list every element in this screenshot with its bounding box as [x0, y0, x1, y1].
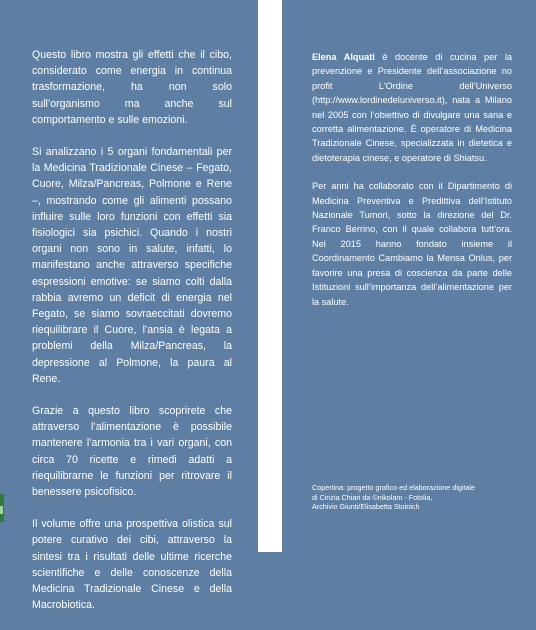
- author-name: Elena Alquati: [312, 52, 375, 62]
- back-flap-right: [282, 0, 536, 552]
- book-description: [32, 47, 232, 630]
- credits-line-1: Copertina: progetto grafico ed elaborazione digitale: [312, 483, 476, 492]
- spine-divider: [258, 0, 282, 552]
- edge-color-mark-highlight: [0, 506, 3, 514]
- description-paragraph-1: Questo libro mostra gli effetti che il cibo, considerato come energia in continua trasformazione, ha non solo sull’organismo ma anche sul comportamento e sulle emozioni.: [32, 49, 232, 126]
- author-bio-paragraph-1: [312, 50, 512, 165]
- author-bio-text: è docente di cucina per la prevenzione e Presidente dell’associazione no profit L’Ordine dell’Universo (http://www.lordinedeluniverso.it), nata a Milano nel 2005 con l’obiettivo di divulgare una sana e corretta alimentazione. È operatore di Medicina Tradizionale Cinese, specializzata in dietetica e dietoterapia cinese, e operatore di Shiatsu.: [312, 52, 512, 163]
- author-bio: [312, 50, 512, 323]
- author-bio-paragraph-2: Per anni ha collaborato con il Dipartimento di Medicina Preventiva e Predittiva dell’Istituto Nazionale Tumori, sotto la direzione del Dr. Franco Berrino, con il quale collabora tutt’ora. Nel 2015 hanno fondato insieme il Coordinamento Cambiamo la Mensa Onlus, per favorire una presa di coscienza da parte delle Istituzioni sull’importanza dell’alimentazione per la salute.: [312, 181, 512, 307]
- description-paragraph-3: Grazie a questo libro scoprirete che attraverso l’alimentazione è possibile mantenere l’armonia tra i vari organi, con circa 70 ricette e rimedi adatti a riequilibrarne le funzioni per ritrovare il benessere psicofisico.: [32, 405, 232, 499]
- back-flap-left: [0, 0, 258, 612]
- credits-line-2: di Cinzia Chiari da ©nikolam - Fotolia,: [312, 492, 433, 502]
- cover-credits: [312, 483, 512, 512]
- description-paragraph-2: Si analizzano i 5 organi fondamentali per la Medicina Tradizionale Cinese – Fegato, Cuore, Milza/Pancreas, Polmone e Rene –, mostrando come gli alimenti possano influire sulle loro funzioni con effetti sia fisiologici sia psichici. Quando i nostri organi non sono in salute, infatti, lo manifestano anche attraverso specifiche espressioni emotive: se siamo colti dalla rabbia avremo un deficit di energia nel Fegato, se siamo sovraeccitati dovremo riequilibrare il Cuore, l’ansia è legata a problemi della Milza/Pancreas, la depressione al Polmone, la paura al Rene.: [32, 146, 232, 385]
- credits-line-3: Archivio Giunti/Elisabetta Stoinich: [312, 502, 420, 512]
- description-paragraph-4: Il volume offre una prospettiva olistica sul potere curativo dei cibi, attraverso la sintesi tra i risultati delle ultime ricerche scientifiche e delle conoscenze della Medicina Tradizionale Cinese e della Macrobiotica.: [32, 518, 232, 612]
